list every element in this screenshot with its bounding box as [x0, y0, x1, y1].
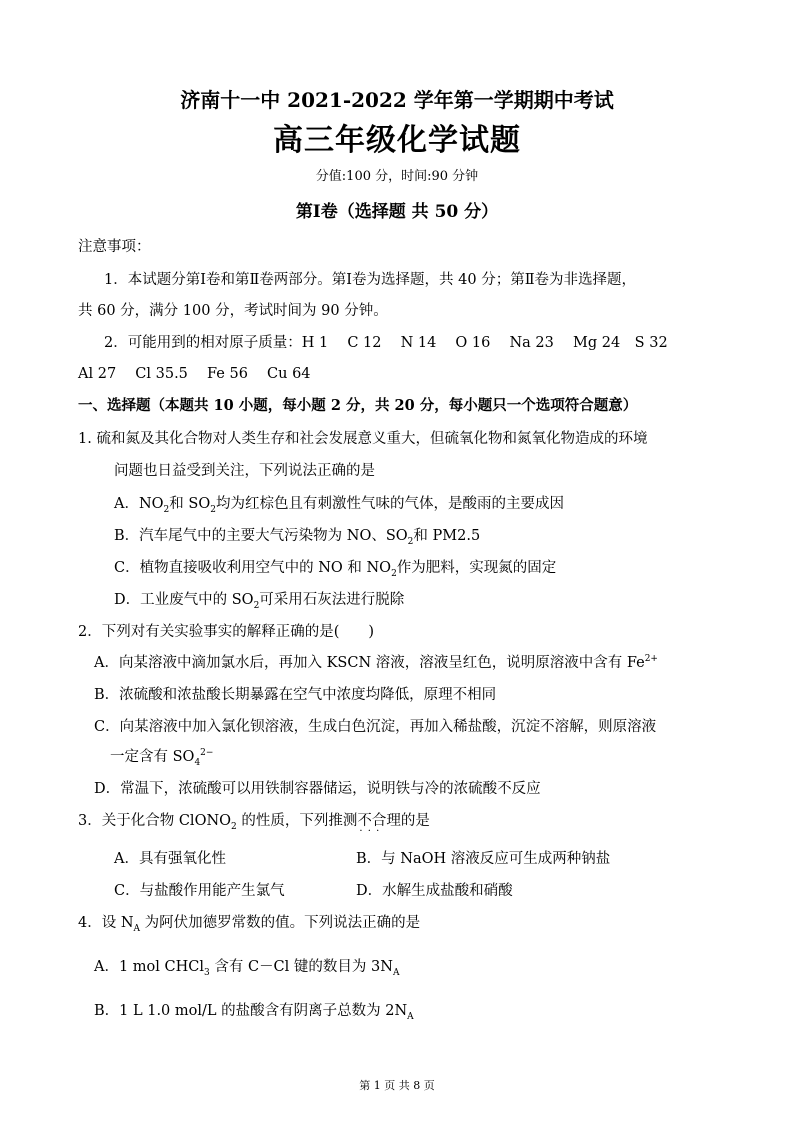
- q4-stem-text-2: 为阿伏加德罗常数的值。下列说法正确的是: [140, 915, 421, 931]
- page-footer: 第 1 页 共 8 页: [359, 1079, 435, 1092]
- q3-stem-emphasis: 不合理 · · ·: [357, 813, 401, 829]
- q4-option-a-sub-1: 3: [204, 967, 210, 978]
- q2-option-a-sup: 2+: [644, 654, 658, 665]
- q2-option-c-line-1: C．向某溶液中加入氯化钡溶液，生成白色沉淀，再加入稀盐酸，沉淀不溶解，则原溶液: [94, 719, 657, 735]
- q1-option-c-text-2: 作为肥料，实现氮的固定: [396, 560, 557, 576]
- part1-heading: 一、选择题（本题共 10 小题，每小题 2 分，共 20 分，每小题只一个选项符合题意）: [78, 397, 638, 414]
- q1-option-a-text-3: 均为红棕色且有刺激性气味的气体，是酸雨的主要成因: [215, 496, 564, 512]
- q2-option-a-text: A．向某溶液中滴加氯水后，再加入 KSCN 溶液，溶液呈红色，说明原溶液中含有 Fe: [94, 655, 645, 671]
- q3-option-d: D．水解生成盐酸和硝酸: [356, 883, 513, 899]
- q3-stem-text-3: 的是: [400, 813, 430, 829]
- q1-option-c-sub: 2: [391, 568, 397, 579]
- q3-stem: [78, 813, 430, 832]
- notes-item-1-line-2: 共 60 分，满分 100 分，考试时间为 90 分钟。: [78, 303, 388, 319]
- q2-option-c-sup: 2−: [200, 748, 214, 759]
- q4-option-b-text: B．1 L 1.0 mol/L 的盐酸含有阴离子总数为 2N: [94, 1003, 408, 1019]
- notes-heading: 注意事项：: [78, 239, 151, 255]
- q1-option-b-text-2: 和 PM2.5: [413, 528, 481, 544]
- q4-stem-text-1: 4．设 N: [78, 915, 134, 931]
- q3-stem-text-1: 3．关于化合物 ClONO: [78, 813, 232, 829]
- q1-option-b: [114, 528, 481, 547]
- q4-option-a-text-1: A．1 mol CHCl: [94, 959, 205, 975]
- q3-option-a: A．具有强氧化性: [114, 851, 226, 867]
- q4-option-b: [94, 1003, 414, 1022]
- q1-option-a: [114, 496, 564, 515]
- q1-option-a-text-2: 和 SO: [169, 496, 211, 512]
- score-time: 分值:100 分，时间:90 分钟: [315, 169, 479, 184]
- q1-stem-line-2: 问题也日益受到关注，下列说法正确的是: [114, 463, 375, 479]
- q4-option-a: [94, 959, 400, 978]
- section-title: 第Ⅰ卷（选择题 共 50 分）: [295, 202, 499, 222]
- q1-option-b-text-1: B．汽车尾气中的主要大气污染物为 NO、SO: [114, 528, 408, 544]
- q2-option-c-text-2: 一定含有 SO: [110, 749, 195, 765]
- q1-option-a-sub-1: 2: [163, 504, 170, 515]
- q1-option-c: [114, 560, 557, 579]
- q1-option-d-sub: 2: [253, 600, 260, 611]
- q2-option-a: [94, 656, 658, 671]
- q1-option-a-sub-2: 2: [210, 504, 216, 515]
- q4-stem-sub: A: [133, 923, 141, 934]
- q3-stem-text-2: 的性质，下列推测: [236, 813, 358, 829]
- q1-option-b-sub: 2: [407, 536, 414, 547]
- notes-item-2-line-2: Al 27 Cl 35.5 Fe 56 Cu 64: [78, 366, 311, 382]
- school-exam-title: 济南十一中 2021-2022 学年第一学期期中考试: [180, 88, 614, 112]
- q4-option-a-sub-2: A: [392, 967, 400, 978]
- q4-option-a-text-2: 含有 C－Cl 键的数目为 3N: [209, 959, 393, 975]
- q1-option-d: [114, 592, 405, 611]
- notes-item-2-line-1: 2．可能用到的相对原子质量：H 1 C 12 N 14 O 16 Na 23 Mg 24 S 32: [104, 335, 668, 351]
- exam-title: 高三年级化学试题: [273, 123, 521, 158]
- q1-option-d-text-1: D．工业废气中的 SO: [114, 592, 254, 608]
- notes-item-1-line-1: 1．本试题分第Ⅰ卷和第Ⅱ卷两部分。第Ⅰ卷为选择题，共 40 分；第Ⅱ卷为非选择题，: [104, 272, 637, 288]
- q2-option-c-line-2: [110, 748, 214, 768]
- q2-option-b: B．浓硫酸和浓盐酸长期暴露在空气中浓度均降低，原理不相同: [94, 687, 497, 703]
- q1-option-a-text-1: A．NO: [114, 496, 164, 512]
- q3-option-b: B．与 NaOH 溶液反应可生成两种钠盐: [356, 851, 611, 867]
- q3-option-c: C．与盐酸作用能产生氯气: [114, 883, 285, 899]
- q1-option-c-text-1: C．植物直接吸收利用空气中的 NO 和 NO: [114, 560, 392, 576]
- q2-option-c-sub: 4: [194, 757, 201, 768]
- q1-stem-line-1: 1. 硫和氮及其化合物对人类生存和社会发展意义重大，但硫氧化物和氮氧化物造成的环境: [78, 431, 648, 447]
- q4-option-b-sub: A: [407, 1011, 414, 1022]
- q4-stem: [78, 915, 421, 934]
- q1-option-d-text-2: 可采用石灰法进行脱除: [259, 592, 405, 608]
- q2-stem: 2．下列对有关实验事实的解释正确的是( ): [78, 624, 375, 640]
- q2-option-d: D．常温下，浓硫酸可以用铁制容器储运，说明铁与冷的浓硫酸不反应: [94, 781, 541, 797]
- q3-stem-sub: 2: [231, 821, 237, 832]
